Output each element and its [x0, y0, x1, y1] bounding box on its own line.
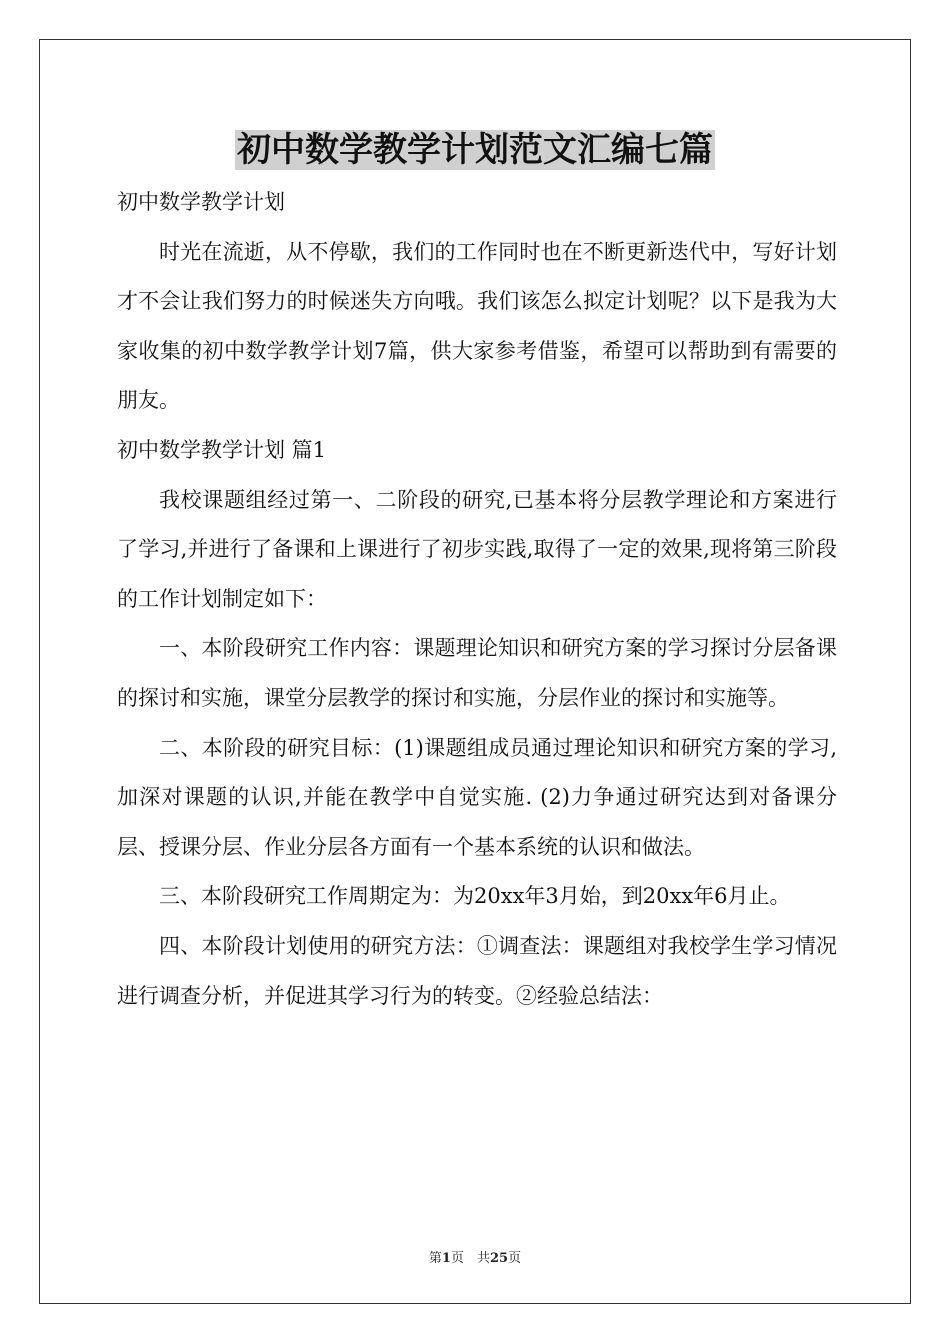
- body-paragraph: 二、本阶段的研究目标：(1)课题组成员通过理论知识和研究方案的学习,加深对课题的认识,并能在教学中自觉实施. (2)力争通过研究达到对备课分层、授课分层、作业分层各方面有一个基本系统的认识和做法。: [117, 735, 837, 859]
- document-body: [117, 178, 837, 1021]
- page-footer: [0, 1247, 950, 1266]
- footer-prefix: 第: [428, 1251, 442, 1266]
- total-pages: 25: [489, 1251, 509, 1266]
- title-text: 初中数学教学计划范文汇编七篇: [237, 130, 713, 170]
- body-paragraph: 四、本阶段计划使用的研究方法：①调查法：课题组对我校学生学习情况进行调查分析，并促进其学习行为的转变。②经验总结法：: [117, 933, 837, 1008]
- footer-suffix: 页: [508, 1251, 522, 1266]
- current-page-number: 1: [441, 1251, 451, 1266]
- footer-middle: 页 共: [450, 1251, 490, 1266]
- body-paragraph: 三、本阶段研究工作周期定为：为20xx年3月始，到20xx年6月止。: [159, 884, 791, 909]
- document-title: [0, 127, 950, 173]
- section-heading: 初中数学教学计划 篇1: [117, 437, 327, 462]
- section-heading: 初中数学教学计划: [117, 190, 285, 214]
- body-paragraph: 我校课题组经过第一、二阶段的研究,已基本将分层教学理论和方案进行了学习,并进行了备课和上课进行了初步实践,取得了一定的效果,现将第三阶段的工作计划制定如下：: [117, 487, 837, 611]
- intro-paragraph: 时光在流逝，从不停歇，我们的工作同时也在不断更新迭代中，写好计划才不会让我们努力的时候迷失方向哦。我们该怎么拟定计划呢？以下是我为大家收集的初中数学教学计划7篇，供大家参考借鉴，希望可以帮助到有需要的朋友。: [117, 239, 837, 413]
- body-paragraph: 一、本阶段研究工作内容：课题理论知识和研究方案的学习探讨分层备课的探讨和实施，课堂分层教学的探讨和实施，分层作业的探讨和实施等。: [117, 636, 837, 710]
